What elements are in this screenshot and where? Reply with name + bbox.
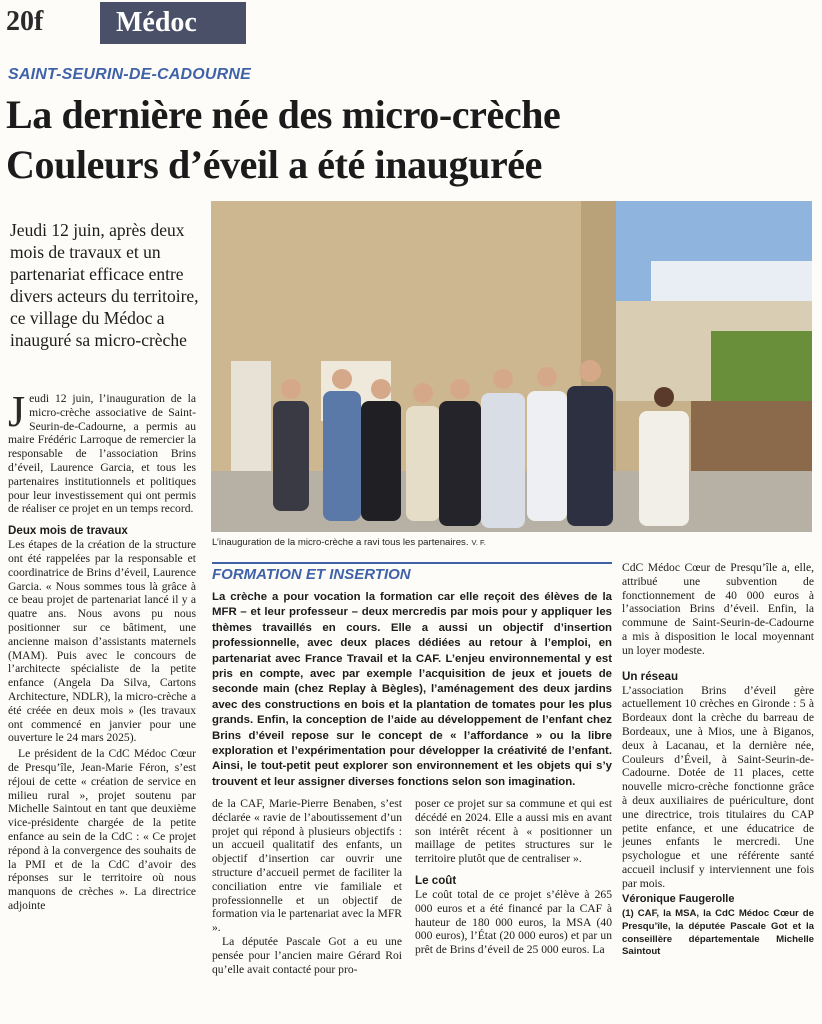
subhead-reseau: Un réseau <box>622 669 679 683</box>
column-1-paragraph-2: Le président de la CdC Médoc Cœur de Presqu’île, Jean-Marie Féron, s’est réjoui de cette « création de service en milieu rural », projet soutenu par Michelle Saintout en tant que deuxième vice-présidente chargée de la petite enfance au sein de la CdC : « Ce projet répond à la convergence des souhaits de la PMI et de la CdC d’avoir des réponses sur le territoire où nous manquons de crèches ». La directrice adjointe <box>8 747 196 912</box>
subhead-cout: Le coût <box>415 873 457 887</box>
article-kicker: SAINT-SEURIN-DE-CADOURNE <box>8 66 252 83</box>
section-tag: Médoc <box>100 2 246 44</box>
frame-rule <box>212 562 612 564</box>
column-3-paragraph-2: Le coût total de ce projet s’élève à 265 000 euros et a été financé par la CAF à hauteur de 180 000 euros, la MSA (40 000 euros), l’État (20 000 euros) et par un prêt de Brins d’éveil de 25 000 euros. La <box>415 887 612 957</box>
photo-caption-text: L’inauguration de la micro-crèche a ravi tous les partenaires. <box>212 537 469 548</box>
footnote: (1) CAF, la MSA, la CdC Médoc Cœur de Presqu’île, la députée Pascale Got et la conseillère départementale Michelle Saintout <box>622 908 814 958</box>
article-chapo: Jeudi 12 juin, après deux mois de travaux et un partenariat efficace entre divers acteurs du territoire, ce village du Médoc a inauguré sa micro-crèche <box>10 220 199 350</box>
page-number: 20f <box>6 6 44 37</box>
column-2-paragraph-2: La députée Pascale Got a eu une pensée pour l’ancien maire Gérard Roi qu’elle avait contacté pour pro- <box>212 934 402 976</box>
drop-cap: J <box>8 387 26 436</box>
group-photo-illustration <box>211 201 812 532</box>
photo-caption <box>212 537 612 548</box>
lede-text: eudi 12 juin, l’inauguration de la micro-crèche associative de Saint-Seurin-de-Cadourne, a permis au maire Frédéric Larroque de remercier la responsable de l’association Brins d’éveil, Laurence Garcia, et tous les partenaires institutionnels et politiques pour leur investissement qui ont permis de réaliser ce projet en un temps record. <box>8 392 196 516</box>
column-4-paragraph-1: CdC Médoc Cœur de Presqu’île a, elle, attribué une subvention de fonctionnement de 40 000 euros à l’association Brins d’éveil. Enfin, la commune de Saint-Seurin-de-Cadourne a mis à disposition le local moyennant un loyer modeste. <box>622 561 814 657</box>
photo-credit: V. F. <box>471 538 486 547</box>
author-signature: Véronique Faugerolle <box>622 892 735 905</box>
column-1-paragraph-1: Les étapes de la création de la structure ont été rappelées par la responsable et coordinatrice de Brins d’éveil, Laurence Garcia. « Nous sommes tous là grâce à ce beau projet de partenariat lancé il y a quatre ans. Nous avons pu nous positionner sur ce bâtiment, une ancienne maison d’assistants maternels (MAM). Puis avec le concours de l’architecte spécialiste de la petite enfance (Angela Da Silva, Cartons Architecture, NDLR), la micro-crèche a été créée en deux mois » (les travaux ont commencé en janvier pour une ouverture le 24 mars 2025). <box>8 538 196 745</box>
column-4 <box>622 561 814 959</box>
headline-line-2: Couleurs d’éveil a été inaugurée <box>6 142 543 187</box>
column-2-paragraph-1: de la CAF, Marie-Pierre Benaben, s’est déclarée « ravie de l’aboutissement d’un projet qui répond à plusieurs objectifs : un accueil qualitatif des enfants, un objectif d’insertion car ouvrir une structure d’accueil permet de faciliter la conciliation entre vie familiale et professionnelle et un objectif de formation via le partenariat avec la MFR ». <box>212 797 402 935</box>
frame-body: La crèche a pour vocation la formation car elle reçoit des élèves de la MFR – et leur professeur – deux mercredis par mois pour y appliquer les thèmes travaillés en cours. Elle a aussi un objectif d’insertion professionnelle, avec deux places dédiées au retour à l’emploi, en partenariat avec France Travail et la CAF. L’enjeu environnemental y est pris en compte, avec par exemple l’acquisition de jeux et jouets de seconde main (chez Replay à Bègles), l’aménagement des deux jardins avec des constructions en bois et la plantation de tomates pour les plus grands. Enfin, la conception de l’aide au développement de l’enfant chez Brins d’éveil repose sur le concept de « l’affordance » ou la libre exploration et l’expérimentation pour développer la créativité de l’enfant. Ainsi, le tout-petit peut explorer son environnement et les objets qui s’y trouvent et leur assigner diverses fonctions selon son imagination. <box>212 591 612 788</box>
column-3 <box>415 797 612 957</box>
column-1 <box>8 387 196 913</box>
subhead-deux-mois: Deux mois de travaux <box>8 524 128 538</box>
headline-line-1: La dernière née des micro-crèche <box>6 92 561 137</box>
article-headline <box>6 90 816 190</box>
column-2 <box>212 797 402 976</box>
column-4-paragraph-2: L’association Brins d’éveil gère actuellement 10 crèches en Gironde : 5 à Bordeaux dont la crèche du barreau de Bordeaux, une à Mios, une à Biganos, deux à Lacanau, et la dernière née, Couleurs d’Éveil, à Saint-Seurin-de-Cadourne. Dotée de 11 places, cette nouvelle micro-crèche fonctionne grâce à deux auxiliaires de puériculture, dont une directrice, trois titulaires du CAP petite enfance, et une éducatrice de jeunes enfants le mercredi. Une psychologue et une référente santé accueil inclusif y interviennent une fois par mois. <box>622 683 814 890</box>
lede-paragraph <box>8 387 196 516</box>
article-photo <box>211 201 812 532</box>
column-3-paragraph-1: poser ce projet sur sa commune et qui est décédé en 2024. Elle a aussi mis en avant son intérêt récent à « positionner un maillage de petites structures sur le territoire plutôt que de centraliser ». <box>415 797 612 866</box>
frame-title: FORMATION ET INSERTION <box>212 566 411 583</box>
